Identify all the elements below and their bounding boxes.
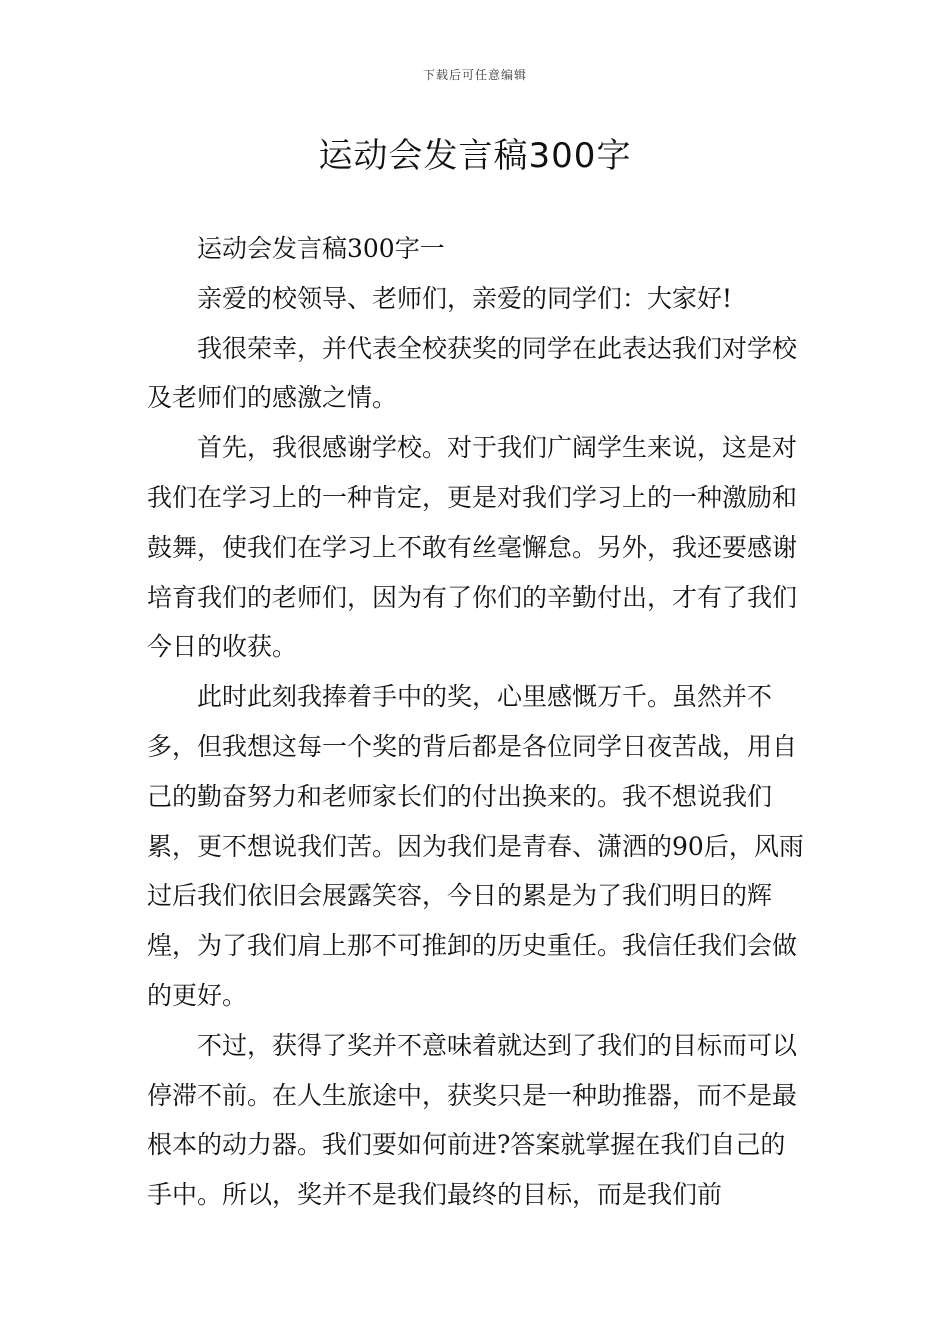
body-paragraph: 首先，我很感谢学校。对于我们广阔学生来说，这是对我们在学习上的一种肯定，更是对我们学习上的一种激励和鼓舞，使我们在学习上不敢有丝毫懈怠。另外，我还要感谢培育我们的老师们，因为有了你们的辛勤付出，才有了我们今日的收获。: [147, 433, 798, 662]
body-paragraph: 我很荣幸，并代表全校获奖的同学在此表达我们对学校及老师们的感激之情。: [147, 333, 798, 413]
body-paragraph: 此时此刻我捧着手中的奖，心里感慨万千。虽然并不多，但我想这每一个奖的背后都是各位同学日夜苦战，用自己的勤奋努力和老师家长们的付出换来的。我不想说我们累，更不想说我们苦。因为我们是青春、潇洒的90后，风雨过后我们依旧会展露笑容，今日的累是为了我们明日的辉煌，为了我们肩上那不可推卸的历史重任。我信任我们会做的更好。: [147, 682, 804, 1010]
document-title: 运动会发言稿300字: [318, 136, 632, 176]
section-heading: 运动会发言稿300字一: [197, 234, 445, 263]
greeting-paragraph: 亲爱的校领导、老师们，亲爱的同学们：大家好!: [197, 283, 733, 313]
body-paragraph: 不过，获得了奖并不意味着就达到了我们的目标而可以停滞不前。在人生旅途中，获奖只是一种助推器，而不是最根本的动力器。我们要如何前进?答案就掌握在我们自己的手中。所以，奖并不是我们最终的目标，而是我们前: [147, 1030, 798, 1210]
page-header-note: 下载后可任意编辑: [422, 68, 527, 82]
document-body: [147, 224, 807, 1220]
